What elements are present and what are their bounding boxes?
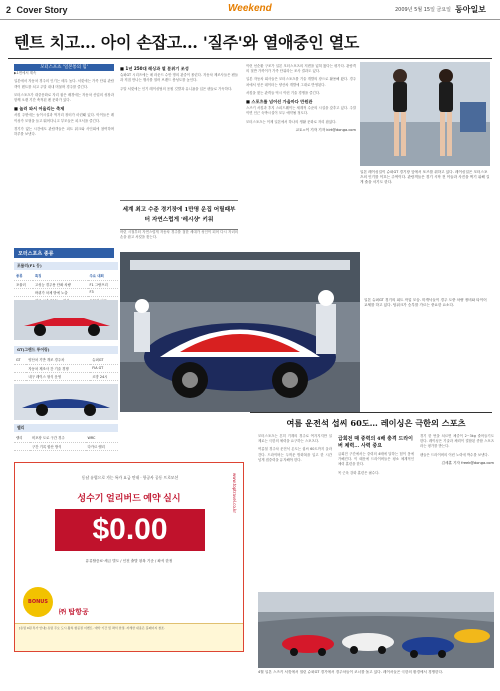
table-cell: 르망 24시 — [90, 372, 118, 380]
byline: 김세훈 기자 freek@donga.com — [441, 460, 494, 465]
race-pit-photo — [120, 252, 360, 412]
table-row — [14, 364, 118, 372]
paragraph: 어린 시절부터 자연스럽게 자동차 경주를 접한 세대가 성인이 되어 다시 자녀의 손을 잡고 서킷을 찾는다. — [120, 230, 238, 240]
byline: 교토=이 기자 기자 kirt@donga.com — [295, 127, 356, 132]
table-cell: F1 그랑프리 — [88, 280, 118, 288]
table-cell: 다카르 랠리 — [86, 442, 119, 450]
table-row — [14, 434, 118, 442]
headline-rule — [8, 58, 492, 59]
ad-logo: ㈜ 탑항공 — [59, 608, 89, 616]
table-cell: WRC — [86, 434, 119, 442]
page-number-section: 2 Cover Story — [6, 5, 68, 15]
bonus-badge: BONUS — [23, 587, 53, 617]
ad-fine-print: [유럽 0원 특가 안내] 유럽 주요 도시 왕복 항공권 이벤트. 예약 기간 및 좌석 한정. 자세한 내용은 홈페이지 참조. — [15, 623, 243, 651]
paragraph: 팬들은 드라이버의 이런 노력에 박수를 보낸다. — [420, 452, 489, 457]
table-cell: 랠리 — [14, 434, 30, 442]
paragraph: ▶1면에서 계속 — [14, 71, 37, 76]
article2-column-3 — [420, 434, 494, 584]
schedule-group: GT(그랜드 투어링) — [14, 346, 118, 354]
article2-column-2 — [338, 434, 414, 584]
article2-rule — [250, 412, 492, 413]
paragraph: 모터스포츠는 흔히 기계의 경주로 여겨지지만 실제로는 극한의 체력을 요구하는 스포츠다. — [258, 434, 332, 444]
race-photo-caption: 일본 슈퍼GT 경기의 피트 작업 모습. 미캐닉들이 경주 도중 차량 정비와 타이어 교체를 하고 있다. 팀워크가 승부를 가르는 중요한 요소다. — [364, 298, 487, 307]
schedule-table — [14, 356, 118, 381]
article-kicker: 모터스포츠 '일본통의 힘' — [14, 64, 114, 71]
paragraph: 슈퍼GT 시리즈에는 매 라운드 수만 명의 관중이 몰린다. 자동차 제조사들은 팬들과 직접 만나는 행사를 열어 브랜드 충성도를 높인다. — [120, 73, 238, 83]
paragraph: 서킷을 찾는 관객들 역시 이런 기술 경쟁을 즐긴다. — [246, 90, 321, 95]
table-header: 주요 대회 — [88, 272, 118, 280]
paragraph: 모터스포츠는 이제 일본에서 하나의 생활 문화로 자리 잡았다. — [246, 119, 337, 124]
table-cell — [14, 372, 26, 380]
table-row — [14, 372, 118, 380]
schedule-box-1 — [14, 262, 118, 305]
issue-date: 2009년 5월 15일 금요일 — [395, 7, 452, 13]
table-cell: 양산차 기반 개조 경주차 — [26, 356, 90, 364]
table-row — [14, 288, 118, 296]
schedule-table — [14, 434, 118, 451]
ad-top-text: 동남 유럽으로 가는 특가 요금 안내 · 항공사 공동 프로모션 — [81, 475, 179, 480]
table-cell: 구간 기록 합산 방식 — [30, 442, 86, 450]
ad-price: $0.00 — [55, 509, 205, 551]
subhead: ■ 놀러 와서 어울리는 축제 — [14, 106, 65, 112]
paragraph: 목 근육 강화 훈련은 필수다. — [338, 470, 380, 475]
travel-advertisement[interactable] — [14, 462, 244, 652]
pull-quote: 세계 최고 수준 경기장에 1만명 운집 어릴때부터 자연스럽게 '레시샹' 키워 — [120, 200, 238, 230]
subhead: ■ 스포츠를 넘어선 가을마다 만원관 — [246, 99, 313, 105]
ad-lines: 유류할증료·세금 별도 / 인천 출발 왕복 기준 / 좌석 한정 — [85, 559, 173, 563]
table-cell: 포뮬러 — [14, 280, 33, 288]
schedule-title: 모터스포츠 종류 — [14, 248, 114, 258]
table-cell — [14, 442, 30, 450]
formula-car-photo — [14, 300, 118, 340]
table-cell: 비포장 도로 구간 경주 — [30, 434, 86, 442]
ad-url[interactable]: www.toptravel.co.kr — [232, 473, 237, 513]
page-header — [0, 0, 500, 20]
newspaper-name: 동아일보 — [455, 4, 486, 14]
article2-column-1 — [258, 434, 332, 584]
table-cell: 슈퍼GT — [90, 356, 118, 364]
paragraph: 경기가 없는 시간에도 관람객들은 피트 워크와 사인회에 참여하며 하루를 보낸다. — [14, 126, 114, 137]
article-column-1 — [14, 64, 114, 244]
table-header: 종류 — [14, 272, 33, 280]
table-header: 특징 — [33, 272, 88, 280]
table-cell — [14, 364, 26, 372]
table-cell: 바퀴가 차체 밖에 노출 — [33, 288, 88, 296]
schedule-group: 포뮬러(F1 등) — [14, 262, 118, 270]
paragraph: 급회전 구간에서는 중력의 4배에 달하는 힘이 몸에 가해진다. 이 때문에 드라이버들은 평소 체계적인 체력 훈련을 한다. — [338, 452, 414, 467]
article-column-2 — [120, 64, 238, 198]
schedule-group: 랠리 — [14, 424, 118, 432]
article-column-3 — [246, 64, 356, 246]
article-column-2b — [120, 230, 238, 246]
table-cell: GT — [14, 356, 26, 364]
subhead: ■ 1년 250대 레싱과 열 분위기 조성 — [120, 66, 189, 71]
paragraph: 주말 서킷에는 인기 레이싱팀의 응원 깃발과 유니폼을 입은 팬들로 가득하다. — [120, 86, 233, 91]
main-headline: 텐트 치고… 아이 손잡고… '질주'와 열애중인 열도 — [14, 33, 360, 52]
paragraph: 스즈키 서킷과 후지 스피드웨이는 세계적 수준의 시설을 갖추고 있다. 주말이면 인근 숙박시설이 모두 예약될 정도다. — [246, 106, 356, 116]
track-photo-caption: 4월 일본 스즈키 서킷에서 열린 슈퍼GT 경기에서 경주차들이 코너를 돌고 있다. 레이서들은 극한의 환경에서 경쟁한다. — [258, 670, 444, 674]
table-cell: F3 — [88, 288, 118, 296]
table-cell — [14, 288, 33, 296]
table-cell: 자동차 제조사 간 기술 경쟁 — [26, 364, 90, 372]
table-cell: 내구 레이스 형식 운영 — [26, 372, 90, 380]
paragraph: 경기 한 번을 치르면 체중이 2~3kg 줄어들기도 한다. 레이싱은 기술과 체력이 결합된 종합 스포츠라는 평가를 받는다. — [420, 434, 494, 449]
weekend-logo: Weekend — [228, 3, 272, 14]
paragraph: 일본 자동차 회사들은 모터스포츠를 기술 개발의 장으로 활용해 왔다. 경주차에서 얻은 데이터는 양산차 개발에 그대로 반영된다. — [246, 77, 356, 87]
gt-car-photo — [14, 384, 118, 420]
paragraph: 서킷 주변에는 놀이시설과 먹거리 장터가 마련돼 있다. 아이들은 레이싱카 모형을 들고 뛰어다니고 부모들은 피크닉을 즐긴다. — [14, 113, 114, 123]
paragraph: 여름철 경주차 운전석 온도는 섭씨 60도까지 올라간다. 드라이버는 두꺼운 방화복을 입고 한 시간 넘게 집중력을 유지해야 한다. — [258, 447, 332, 462]
table-row — [14, 442, 118, 450]
paragraph: 이런 선순환 구조가 일본 모터스포츠의 저변을 넓혀 왔다는 평가다. 관람객의 절반 가까이가 가족 단위라는 조사 결과도 있다. — [246, 64, 356, 74]
article2-headline: 여름 운전석 섭씨 60도… 레이싱은 극한의 스포츠 — [286, 418, 466, 428]
table-row — [14, 280, 118, 288]
photo-caption: 일본 레이싱걸이 슈퍼GT 경기장 앞에서 포즈를 취하고 있다. 레이싱걸은 모터스포츠의 인기를 이끄는 주역이다. 관람객들은 경기 시작 전 이들과 사진을 찍기 위해 길게 줄을 서기도 한다. — [360, 170, 490, 184]
schedule-box-3 — [14, 424, 118, 451]
paragraph: 일본에서 자동차 경주의 인기는 매우 높다. 서킷에는 가족 단위 관람객이 텐트를 치고 주말 내내 머물며 경주를 즐긴다. — [14, 79, 114, 89]
paragraph: 모터스포츠가 대중문화로 자리 잡은 배경에는 자동차 산업의 성장과 함께 오랜 기간 축적된 팬 문화가 있다. — [14, 92, 114, 103]
schedule-box-2 — [14, 346, 118, 381]
race-track-photo — [258, 592, 494, 668]
racing-models-photo — [360, 62, 490, 166]
ad-brand: 성수기 얼리버드 예약 실시 — [77, 493, 181, 503]
table-cell: 고성능 경주용 단좌 차량 — [33, 280, 88, 288]
article2-kicker: 급회전 때 중력의 4배 충격 드라이버 체력… 사력 중요 — [338, 436, 413, 449]
table-cell: FIA GT — [90, 364, 118, 372]
table-row — [14, 356, 118, 364]
